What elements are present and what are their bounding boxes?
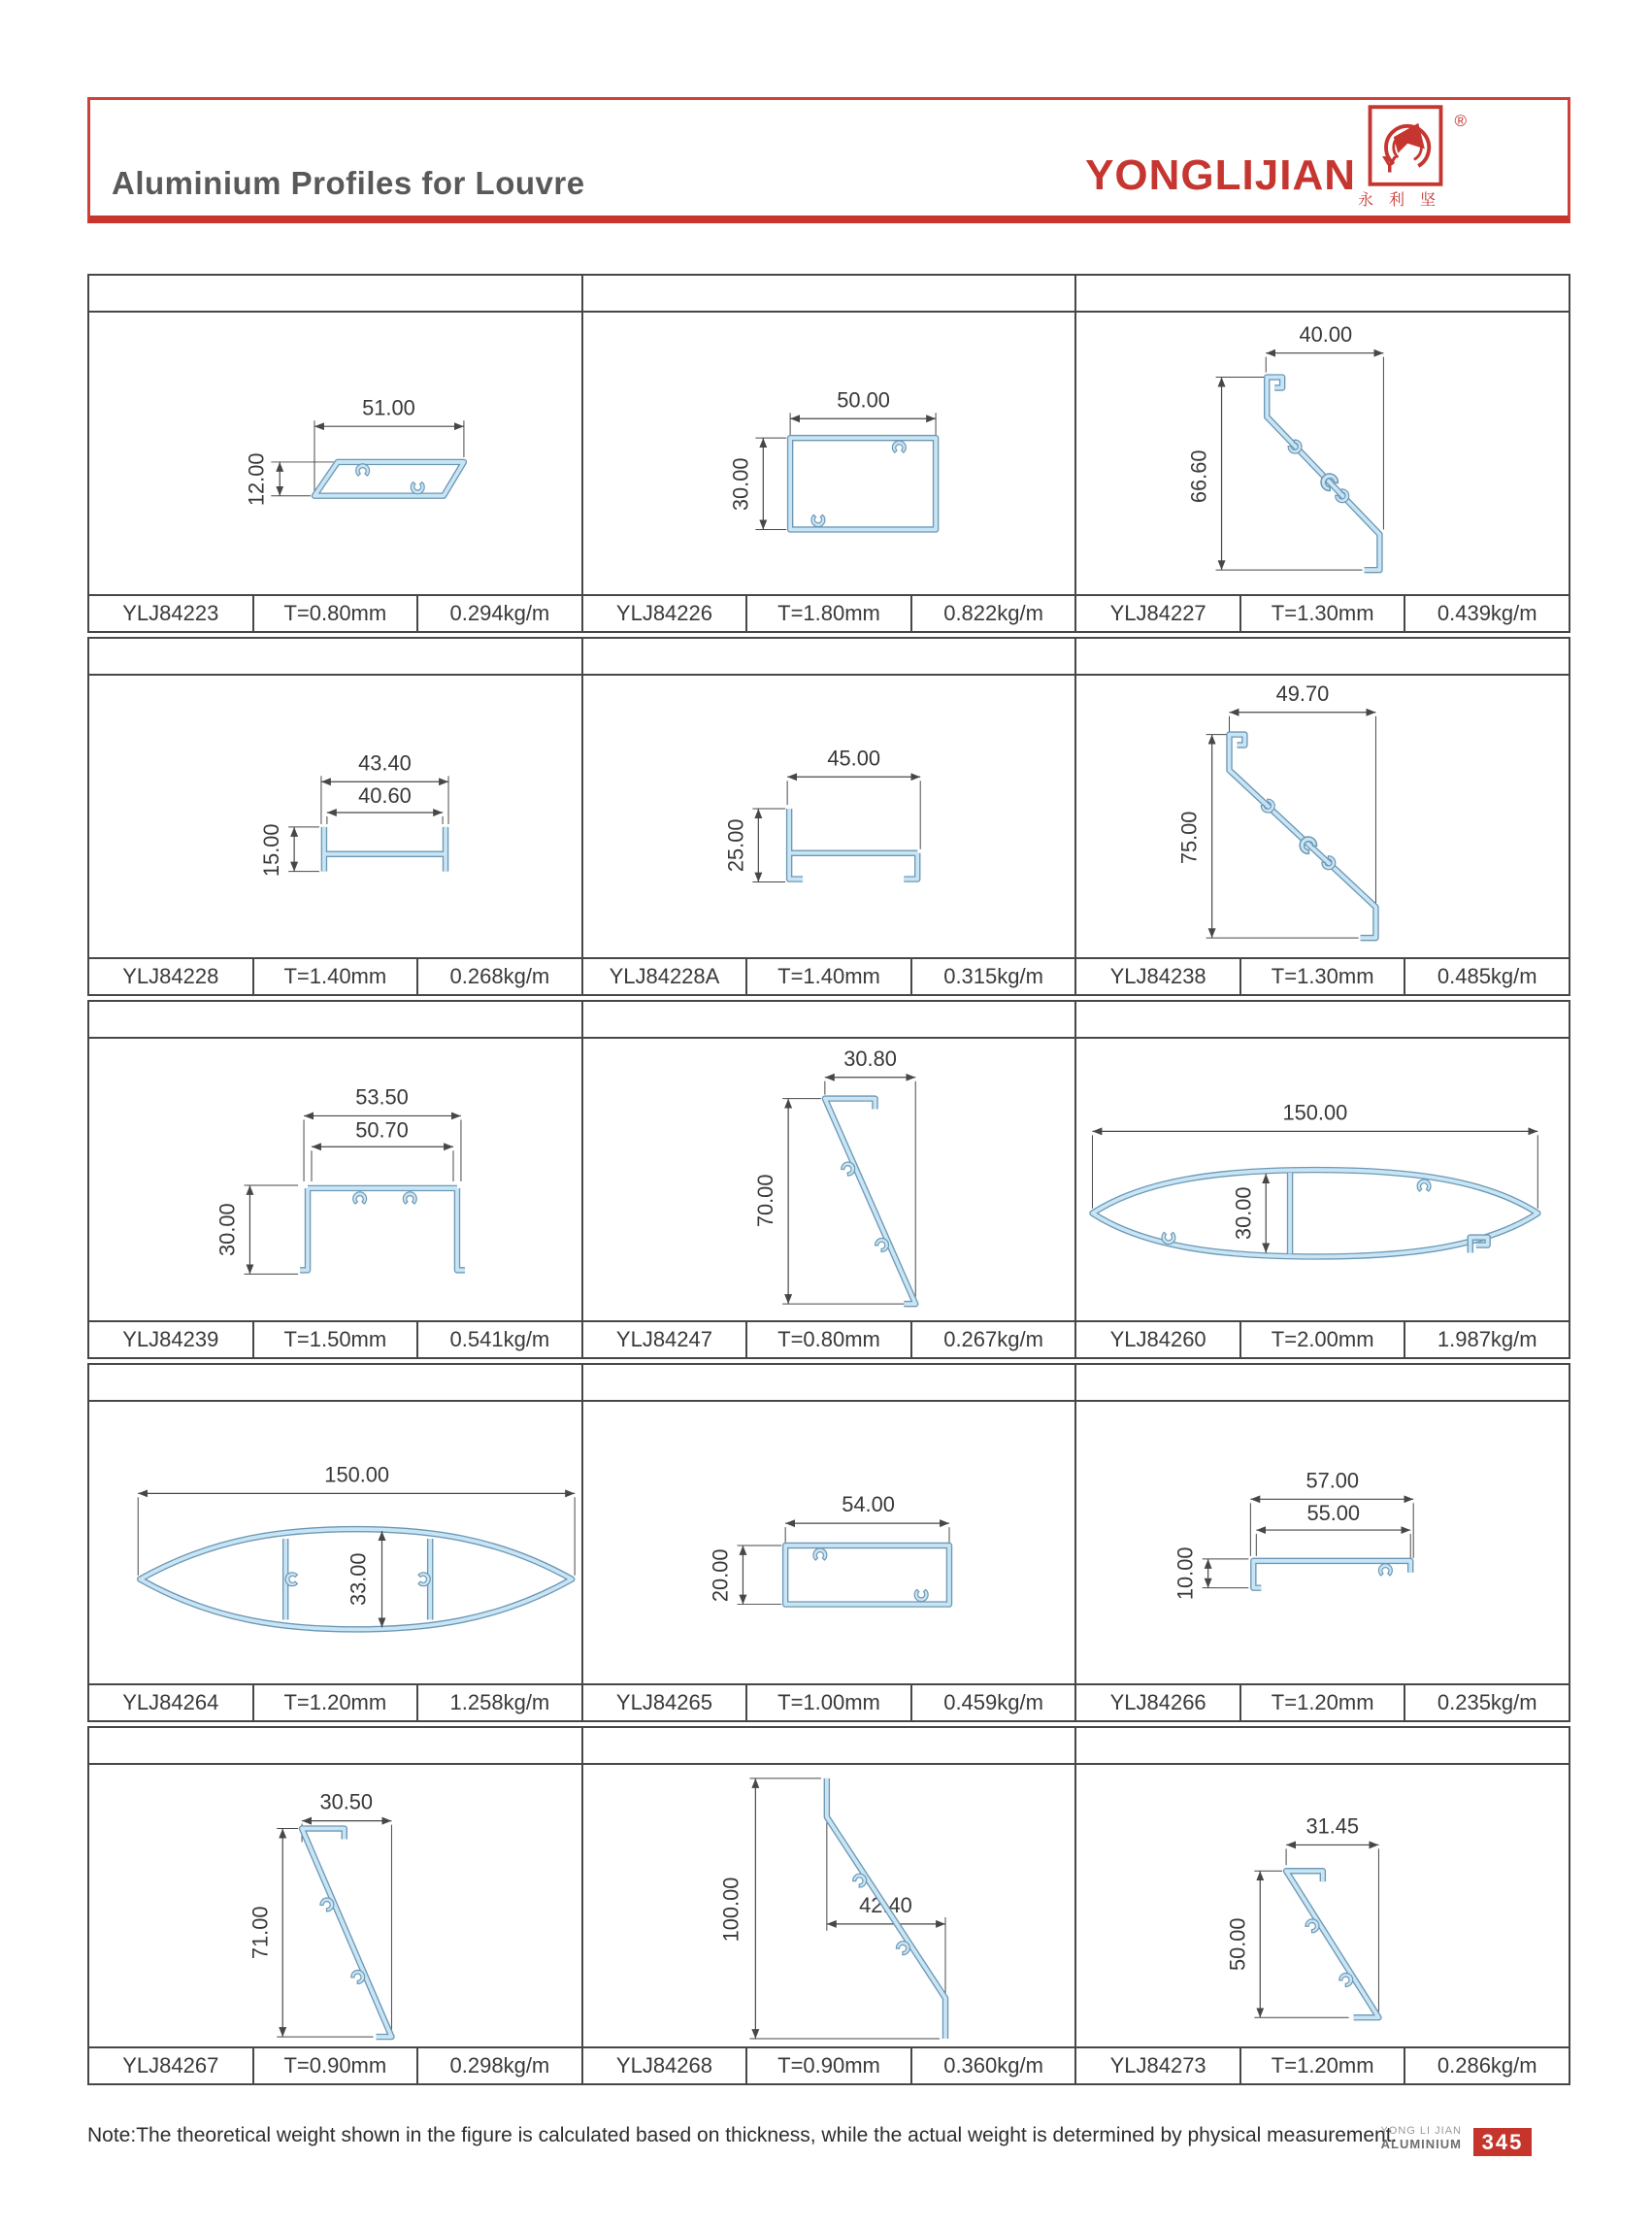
thickness-cell: T=1.20mm <box>1241 1685 1406 1720</box>
profile-drawing-YLJ84239 <box>89 1039 581 1320</box>
weight-cell: 0.459kg/m <box>943 1690 1043 1714</box>
weight-cell: 0.439kg/m <box>1437 601 1537 625</box>
page-header <box>87 97 1570 223</box>
thickness-cell: T=1.20mm <box>254 1685 419 1720</box>
profile-cell-YLJ84239 <box>89 1002 583 1357</box>
catalog-row-4 <box>87 1363 1570 1722</box>
thickness-cell: T=1.40mm <box>254 959 419 994</box>
model-cell: YLJ84239 <box>89 1322 254 1357</box>
profile-cell-YLJ84267 <box>89 1728 583 2083</box>
model-cell: YLJ84267 <box>89 2048 254 2083</box>
model-cell: YLJ84268 <box>583 2048 748 2083</box>
weight-cell: 0.541kg/m <box>449 1327 550 1351</box>
thickness-cell: T=0.80mm <box>747 1322 912 1357</box>
profile-cell-YLJ84266 <box>1076 1365 1569 1720</box>
thickness-cell: T=1.20mm <box>1241 2048 1406 2083</box>
dim-label: 40.00 <box>1299 321 1353 347</box>
dim-label: 66.60 <box>1187 449 1212 504</box>
thickness-cell: T=2.00mm <box>1241 1322 1406 1357</box>
weight-cell: 0.822kg/m <box>943 601 1043 625</box>
model-cell: YLJ84227 <box>1076 596 1241 631</box>
dim-label: 54.00 <box>841 1492 895 1517</box>
footer-brand-line2: ALUMINIUM <box>1380 2136 1462 2151</box>
profile-drawing-YLJ84227 <box>1076 313 1569 594</box>
dim-label: 45.00 <box>827 746 880 771</box>
profile-cell-YLJ84268 <box>583 1728 1077 2083</box>
thickness-cell: T=0.80mm <box>254 596 419 631</box>
thickness-cell: T=1.30mm <box>1241 596 1406 631</box>
dim-label: 31.45 <box>1305 1813 1360 1839</box>
model-cell: YLJ84238 <box>1076 959 1241 994</box>
dim-label: 50.70 <box>355 1117 409 1143</box>
dim-label: 20.00 <box>708 1548 733 1603</box>
profile-cell-YLJ84247 <box>583 1002 1077 1357</box>
dim-label: 30.00 <box>215 1203 240 1256</box>
profile-cell-YLJ84264 <box>89 1365 583 1720</box>
dim-label: 51.00 <box>362 395 415 420</box>
dim-label: 10.00 <box>1173 1546 1199 1601</box>
dim-label: 55.00 <box>1306 1501 1361 1526</box>
profile-cell-YLJ84226 <box>583 276 1077 631</box>
thickness-cell: T=0.90mm <box>254 2048 419 2083</box>
profile-drawing-YLJ84247 <box>583 1039 1075 1320</box>
dim-label: 15.00 <box>259 823 284 878</box>
model-cell: YLJ84260 <box>1076 1322 1241 1357</box>
profile-cell-YLJ84227 <box>1076 276 1569 631</box>
weight-cell: 0.298kg/m <box>449 2053 550 2077</box>
profile-drawing-YLJ84228 <box>89 676 581 957</box>
footnote: Note:The theoretical weight shown in the figure is calculated based on thickness, while the actual weight is determined by physical measurement. <box>87 2124 1398 2146</box>
model-cell: YLJ84265 <box>583 1685 748 1720</box>
dim-label: 30.50 <box>319 1789 374 1814</box>
weight-cell: 0.485kg/m <box>1437 964 1537 988</box>
thickness-cell: T=0.90mm <box>747 2048 912 2083</box>
profile-cell-YLJ84265 <box>583 1365 1077 1720</box>
dim-label: 12.00 <box>244 452 269 507</box>
dim-label: 30.80 <box>843 1046 897 1071</box>
dim-label: 71.00 <box>248 1906 273 1960</box>
dim-label: 150.00 <box>1282 1100 1348 1125</box>
profile-cell-YLJ84223 <box>89 276 583 631</box>
dim-label: 30.00 <box>1231 1186 1256 1241</box>
model-cell: YLJ84228 <box>89 959 254 994</box>
model-cell: YLJ84226 <box>583 596 748 631</box>
weight-cell: 0.360kg/m <box>943 2053 1043 2077</box>
footer-brand <box>1380 2126 1462 2150</box>
thickness-cell: T=1.00mm <box>747 1685 912 1720</box>
dim-label: 50.00 <box>836 387 890 413</box>
page-number-badge: 345 <box>1473 2128 1532 2156</box>
weight-cell: 1.987kg/m <box>1437 1327 1537 1351</box>
weight-cell: 1.258kg/m <box>449 1690 550 1714</box>
catalog-row-2 <box>87 637 1570 996</box>
profile-drawing-YLJ84260 <box>1076 1039 1569 1320</box>
registered-mark-icon: ® <box>1454 112 1467 130</box>
catalog-row-5 <box>87 1726 1570 2085</box>
profile-drawing-YLJ84267 <box>89 1765 581 2046</box>
brand-chinese-label: 永利坚 <box>1358 192 1452 209</box>
dim-label: 100.00 <box>718 1877 743 1943</box>
profile-drawing-YLJ84266 <box>1076 1402 1569 1683</box>
dim-label: 25.00 <box>723 818 748 873</box>
model-cell: YLJ84264 <box>89 1685 254 1720</box>
thickness-cell: T=1.30mm <box>1241 959 1406 994</box>
catalog-row-3 <box>87 1000 1570 1359</box>
profile-drawing-YLJ84268 <box>583 1765 1075 2046</box>
profile-drawing-YLJ84238 <box>1076 676 1569 957</box>
weight-cell: 0.268kg/m <box>449 964 550 988</box>
dim-label: 33.00 <box>346 1552 371 1607</box>
thickness-cell: T=1.80mm <box>747 596 912 631</box>
dim-label: 150.00 <box>324 1462 390 1487</box>
dim-label: 57.00 <box>1305 1468 1360 1493</box>
thickness-cell: T=1.40mm <box>747 959 912 994</box>
dim-label: 40.60 <box>358 783 412 809</box>
model-cell: YLJ84228A <box>583 959 748 994</box>
dim-label: 75.00 <box>1177 811 1203 865</box>
dim-label: 70.00 <box>752 1174 777 1228</box>
dim-label: 50.00 <box>1225 1917 1250 1972</box>
weight-cell: 0.286kg/m <box>1437 2053 1537 2077</box>
weight-cell: 0.294kg/m <box>449 601 550 625</box>
profile-cell-YLJ84238 <box>1076 639 1569 994</box>
dim-label: 42.40 <box>858 1892 912 1917</box>
profile-cell-YLJ84228A <box>583 639 1077 994</box>
model-cell: YLJ84266 <box>1076 1685 1241 1720</box>
catalog-row-1 <box>87 274 1570 633</box>
weight-cell: 0.235kg/m <box>1437 1690 1537 1714</box>
model-cell: YLJ84273 <box>1076 2048 1241 2083</box>
brand-wordmark: YONGLIJIAN <box>1085 151 1356 199</box>
profile-cell-YLJ84228 <box>89 639 583 994</box>
weight-cell: 0.315kg/m <box>943 964 1043 988</box>
profile-catalog-grid <box>87 274 1570 2089</box>
profile-drawing-YLJ84273 <box>1076 1765 1569 2046</box>
profile-drawing-YLJ84226 <box>583 313 1075 594</box>
page-title: Aluminium Profiles for Louvre <box>112 165 585 201</box>
model-cell: YLJ84223 <box>89 596 254 631</box>
profile-drawing-YLJ84228A <box>583 676 1075 957</box>
brand-logo-icon <box>1368 105 1443 186</box>
weight-cell: 0.267kg/m <box>943 1327 1043 1351</box>
profile-drawing-YLJ84223 <box>89 313 581 594</box>
profile-drawing-YLJ84265 <box>583 1402 1075 1683</box>
dim-label: 53.50 <box>355 1084 409 1110</box>
profile-drawing-YLJ84264 <box>89 1402 581 1683</box>
profile-cell-YLJ84260 <box>1076 1002 1569 1357</box>
profile-cell-YLJ84273 <box>1076 1728 1569 2083</box>
model-cell: YLJ84247 <box>583 1322 748 1357</box>
dim-label: 43.40 <box>358 750 412 776</box>
footer-brand-line1: YONG LI JIAN <box>1380 2125 1462 2137</box>
dim-label: 49.70 <box>1276 681 1330 706</box>
thickness-cell: T=1.50mm <box>254 1322 419 1357</box>
dim-label: 30.00 <box>728 457 753 512</box>
svg-text:Y: Y <box>1381 151 1398 179</box>
